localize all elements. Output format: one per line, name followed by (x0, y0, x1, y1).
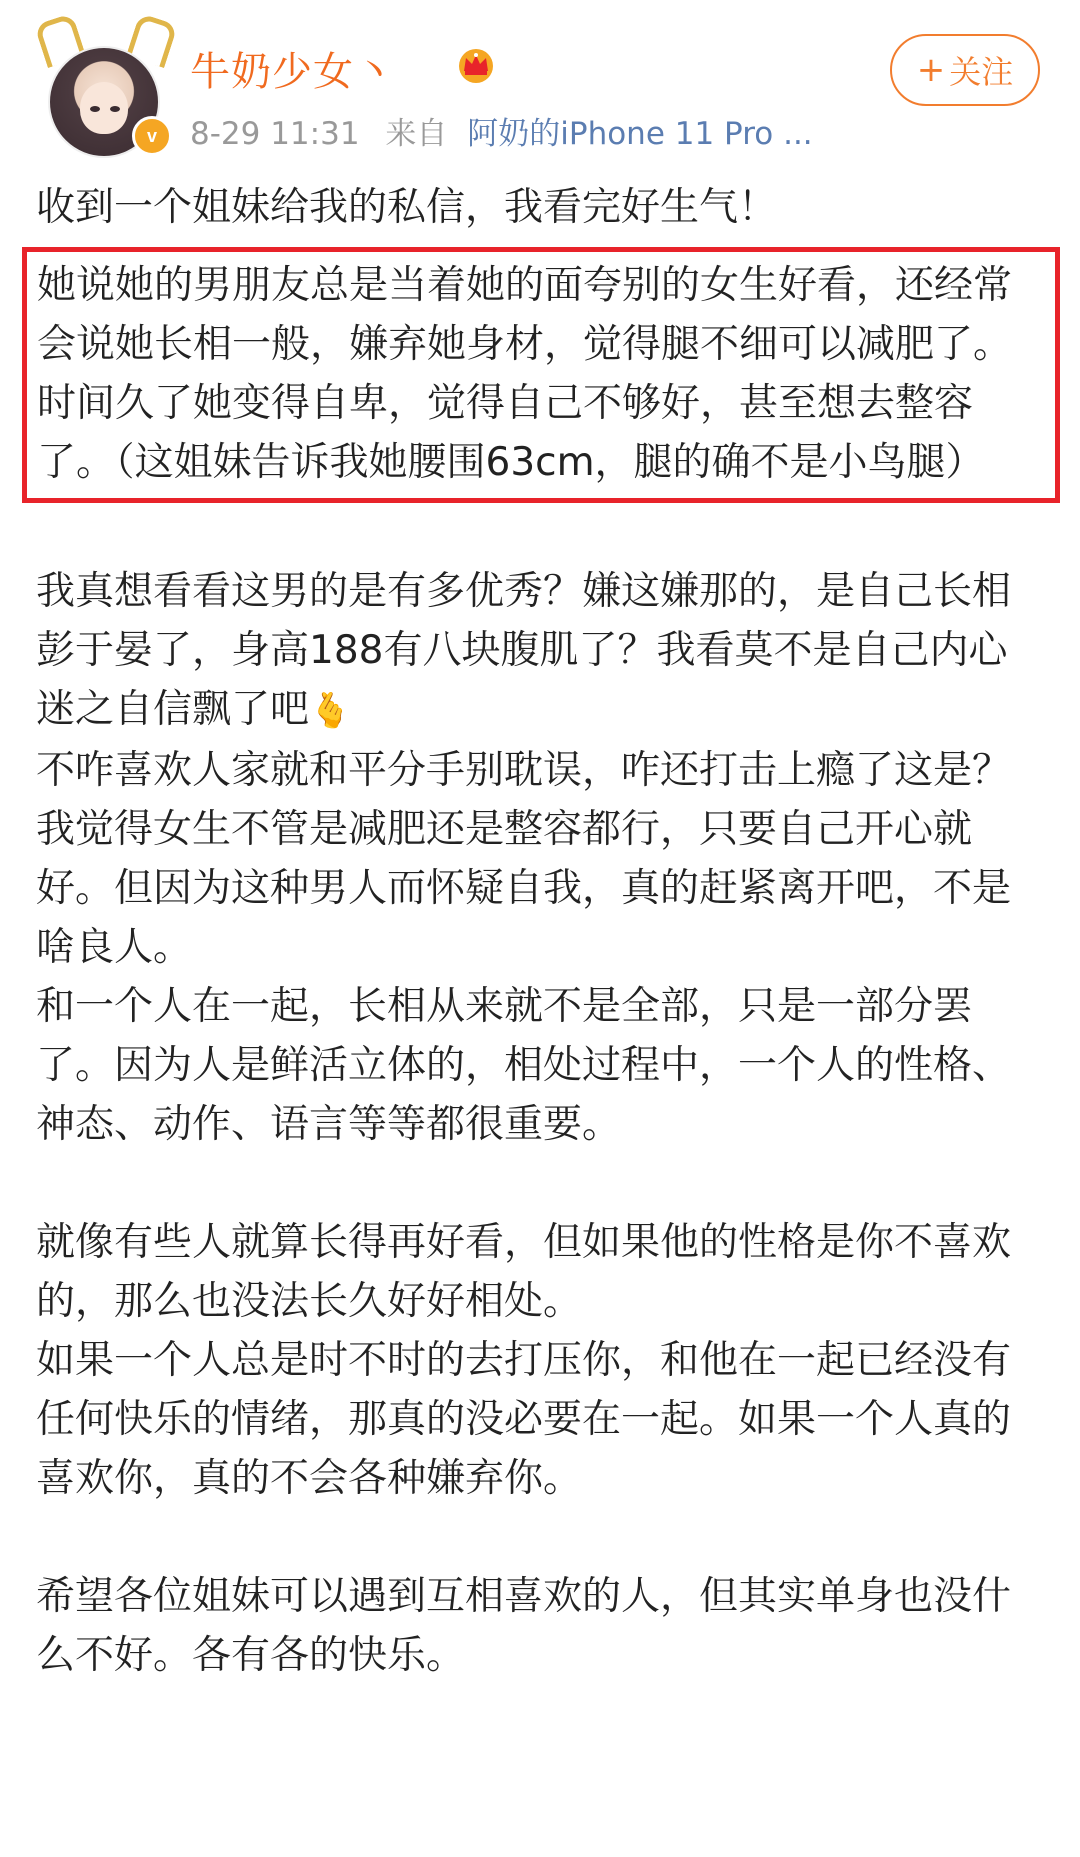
post-body (36, 178, 1046, 1685)
highlighted-paragraph: 她说她的男朋友总是当着她的面夸别的女生好看，还经常会说她长相一般，嫌弃她身材，觉得腿不细可以减肥了。时间久了她变得自卑，觉得自己不够好，甚至想去整容了。（这姐妹告诉我她腰围63cm，腿的确不是小鸟腿） (37, 263, 1013, 485)
post-time: 8-29 11:31 (190, 116, 360, 152)
paragraph-spacer (36, 1154, 1046, 1213)
post-meta (190, 108, 813, 153)
user-name[interactable]: 牛奶少女丶 (190, 49, 395, 95)
highlight-box (22, 247, 1060, 503)
avatar-eye (110, 106, 120, 112)
follow-label: 关注 (949, 53, 1014, 91)
avatar[interactable] (36, 18, 176, 158)
avatar-face (80, 82, 128, 134)
post-paragraph: 如果一个人总是时不时的去打压你，和他在一起已经没有任何快乐的情绪，那真的没必要在一起。如果一个人真的喜欢你，真的不会各种嫌弃你。 (36, 1338, 1012, 1501)
avatar-eye (90, 106, 100, 112)
device-link[interactable]: 阿奶的iPhone 11 Pro ... (467, 116, 813, 152)
source-label: 来自 (385, 116, 448, 152)
post-paragraph: 和一个人在一起，长相从来就不是全部，只是一部分罢了。因为人是鲜活立体的，相处过程中，一个人的性格、神态、动作、语言等等都很重要。 (36, 984, 1012, 1147)
post-paragraph: 就像有些人就算长得再好看，但如果他的性格是你不喜欢的，那么也没法长久好好相处。 (36, 1220, 1012, 1324)
post-header (0, 0, 1080, 170)
post-paragraph: 我觉得女生不管是减肥还是整容都行，只要自己开心就好。但因为这种男人而怀疑自我，真的赶紧离开吧，不是啥良人。 (36, 807, 1012, 970)
paragraph-spacer (36, 1508, 1046, 1567)
verified-badge-icon: v (132, 116, 172, 156)
crown-icon[interactable] (454, 44, 498, 84)
post-paragraph: 不咋喜欢人家就和平分手别耽误，咋还打击上瘾了这是？ (36, 748, 1012, 793)
paragraph-spacer (36, 503, 1046, 562)
pinched-hands-icon: 🫰 (309, 691, 352, 731)
post-intro: 收到一个姐妹给我的私信，我看完好生气！ (36, 185, 778, 230)
plus-icon: + (916, 50, 946, 90)
post-paragraph-text: 我真想看看这男的是有多优秀？嫌这嫌那的，是自己长相彭于晏了，身高188有八块腹肌了？我看莫不是自己内心迷之自信飘了吧 (36, 569, 1012, 732)
follow-button[interactable] (890, 34, 1040, 106)
post-paragraph (36, 562, 1046, 741)
post-paragraph: 希望各位姐妹可以遇到互相喜欢的人，但其实单身也没什么不好。各有各的快乐。 (36, 1574, 1012, 1678)
